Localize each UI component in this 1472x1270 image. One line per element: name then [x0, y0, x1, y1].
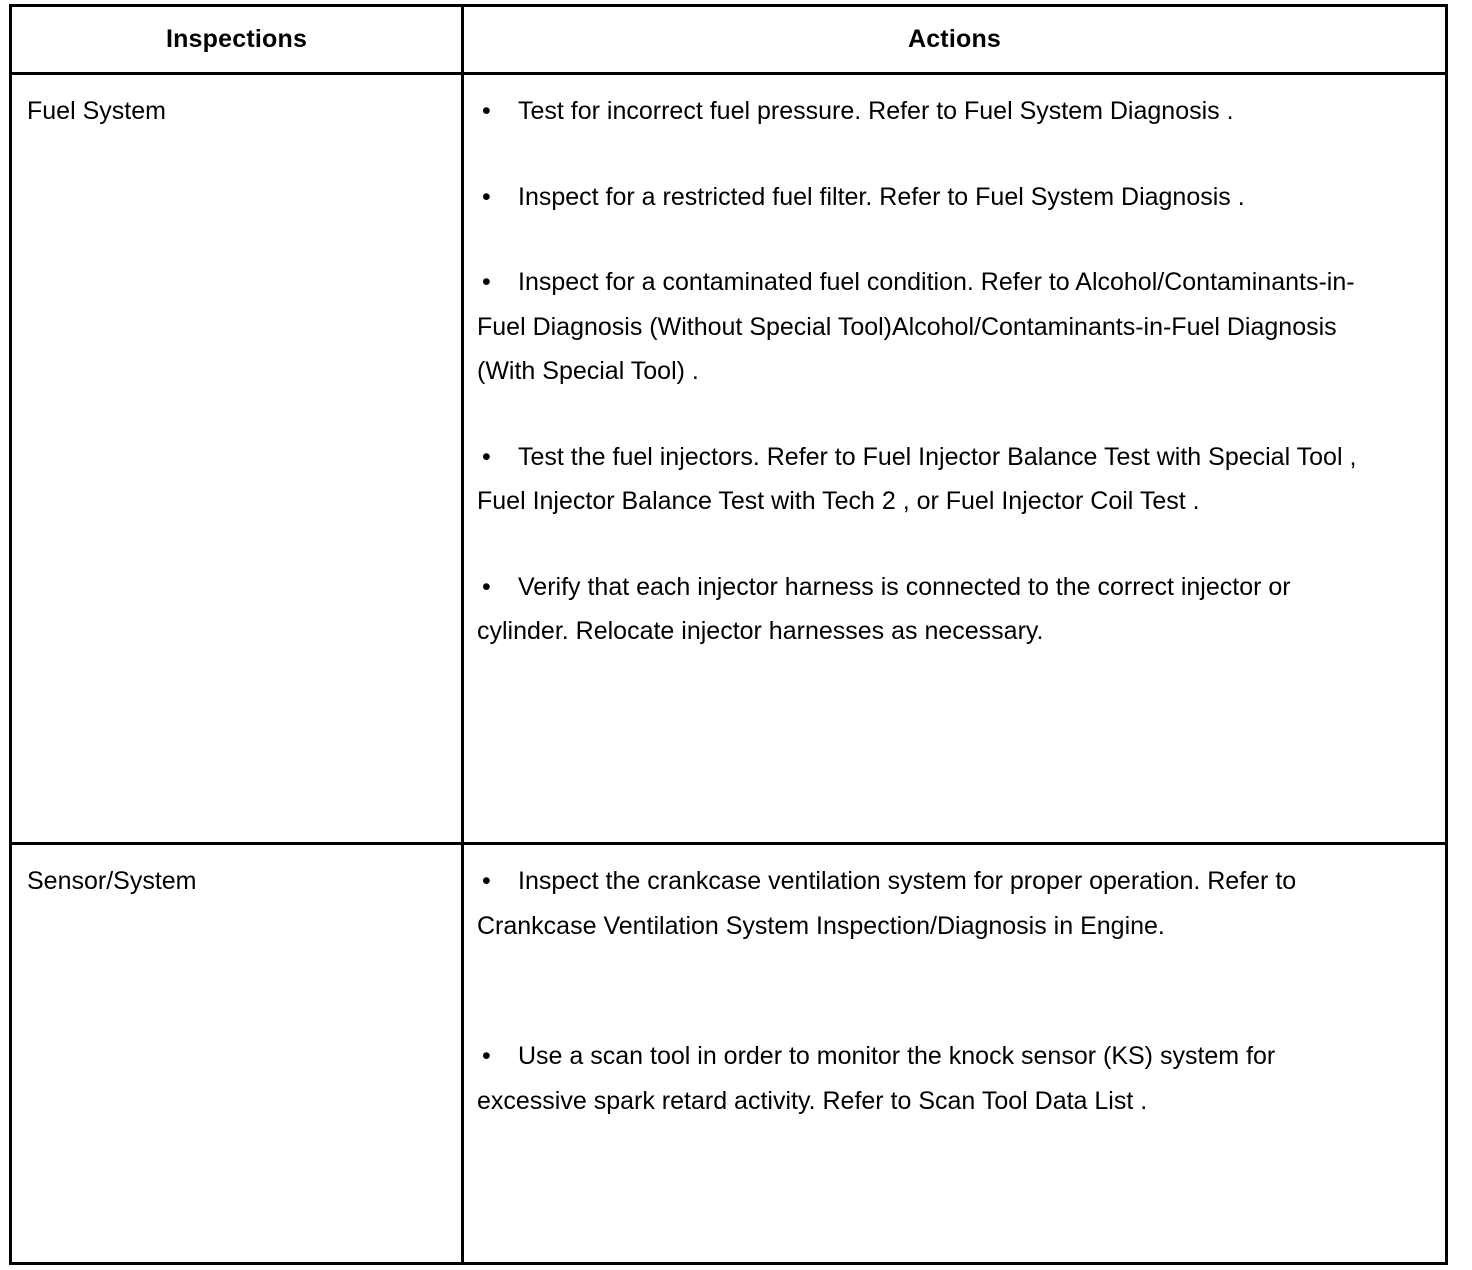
bullet-icon: • [482, 572, 491, 601]
row-category-fuel-system: Fuel System [27, 97, 166, 125]
action-item [477, 1034, 1357, 1123]
sensor-system-actions-list [477, 859, 1357, 1209]
bullet-icon: • [482, 867, 491, 895]
fuel-system-actions-list [477, 89, 1357, 695]
action-text: Use a scan tool in order to monitor the knock sensor (KS) system for excessive spark retard activity. Refer to Scan Tool Data List . [477, 1042, 1276, 1115]
action-text: Test for incorrect fuel pressure. Refer to Fuel System Diagnosis . [518, 97, 1234, 125]
header-row-divider [12, 72, 1445, 75]
action-text: Test the fuel injectors. Refer to Fuel Injector Balance Test with Special Tool , Fuel Injector Balance Test with Tech 2 , or Fuel Injector Coil Test . [477, 442, 1357, 515]
bullet-icon: • [482, 268, 491, 296]
column-header-actions: Actions [907, 25, 1002, 53]
action-item [477, 175, 1357, 220]
action-item [477, 565, 1357, 654]
bullet-icon: • [482, 442, 491, 471]
action-item [477, 859, 1357, 948]
column-divider [461, 7, 464, 1262]
inspection-table [9, 4, 1448, 1265]
action-item [477, 89, 1357, 134]
action-text: Verify that each injector harness is connected to the correct injector or cylinder. Relocate injector harnesses as necessary. [477, 572, 1291, 645]
bullet-icon: • [482, 97, 491, 125]
action-text: Inspect for a contaminated fuel condition. Refer to Alcohol/Contaminants-in-Fuel Diagnosis (Without Special Tool)Alcohol/Contaminants-in-Fuel Diagnosis (With Special Tool) . [477, 268, 1355, 385]
row-category-sensor-system: Sensor/System [27, 867, 197, 895]
bullet-icon: • [482, 182, 491, 211]
column-header-inspections: Inspections [165, 25, 308, 53]
action-text: Inspect the crankcase ventilation system for proper operation. Refer to Crankcase Ventilation System Inspection/Diagnosis in Engine. [477, 867, 1297, 940]
action-item [477, 435, 1357, 524]
action-item [477, 260, 1357, 394]
row-divider [12, 842, 1445, 845]
action-text: Inspect for a restricted fuel filter. Refer to Fuel System Diagnosis . [518, 182, 1245, 211]
bullet-icon: • [482, 1042, 491, 1070]
